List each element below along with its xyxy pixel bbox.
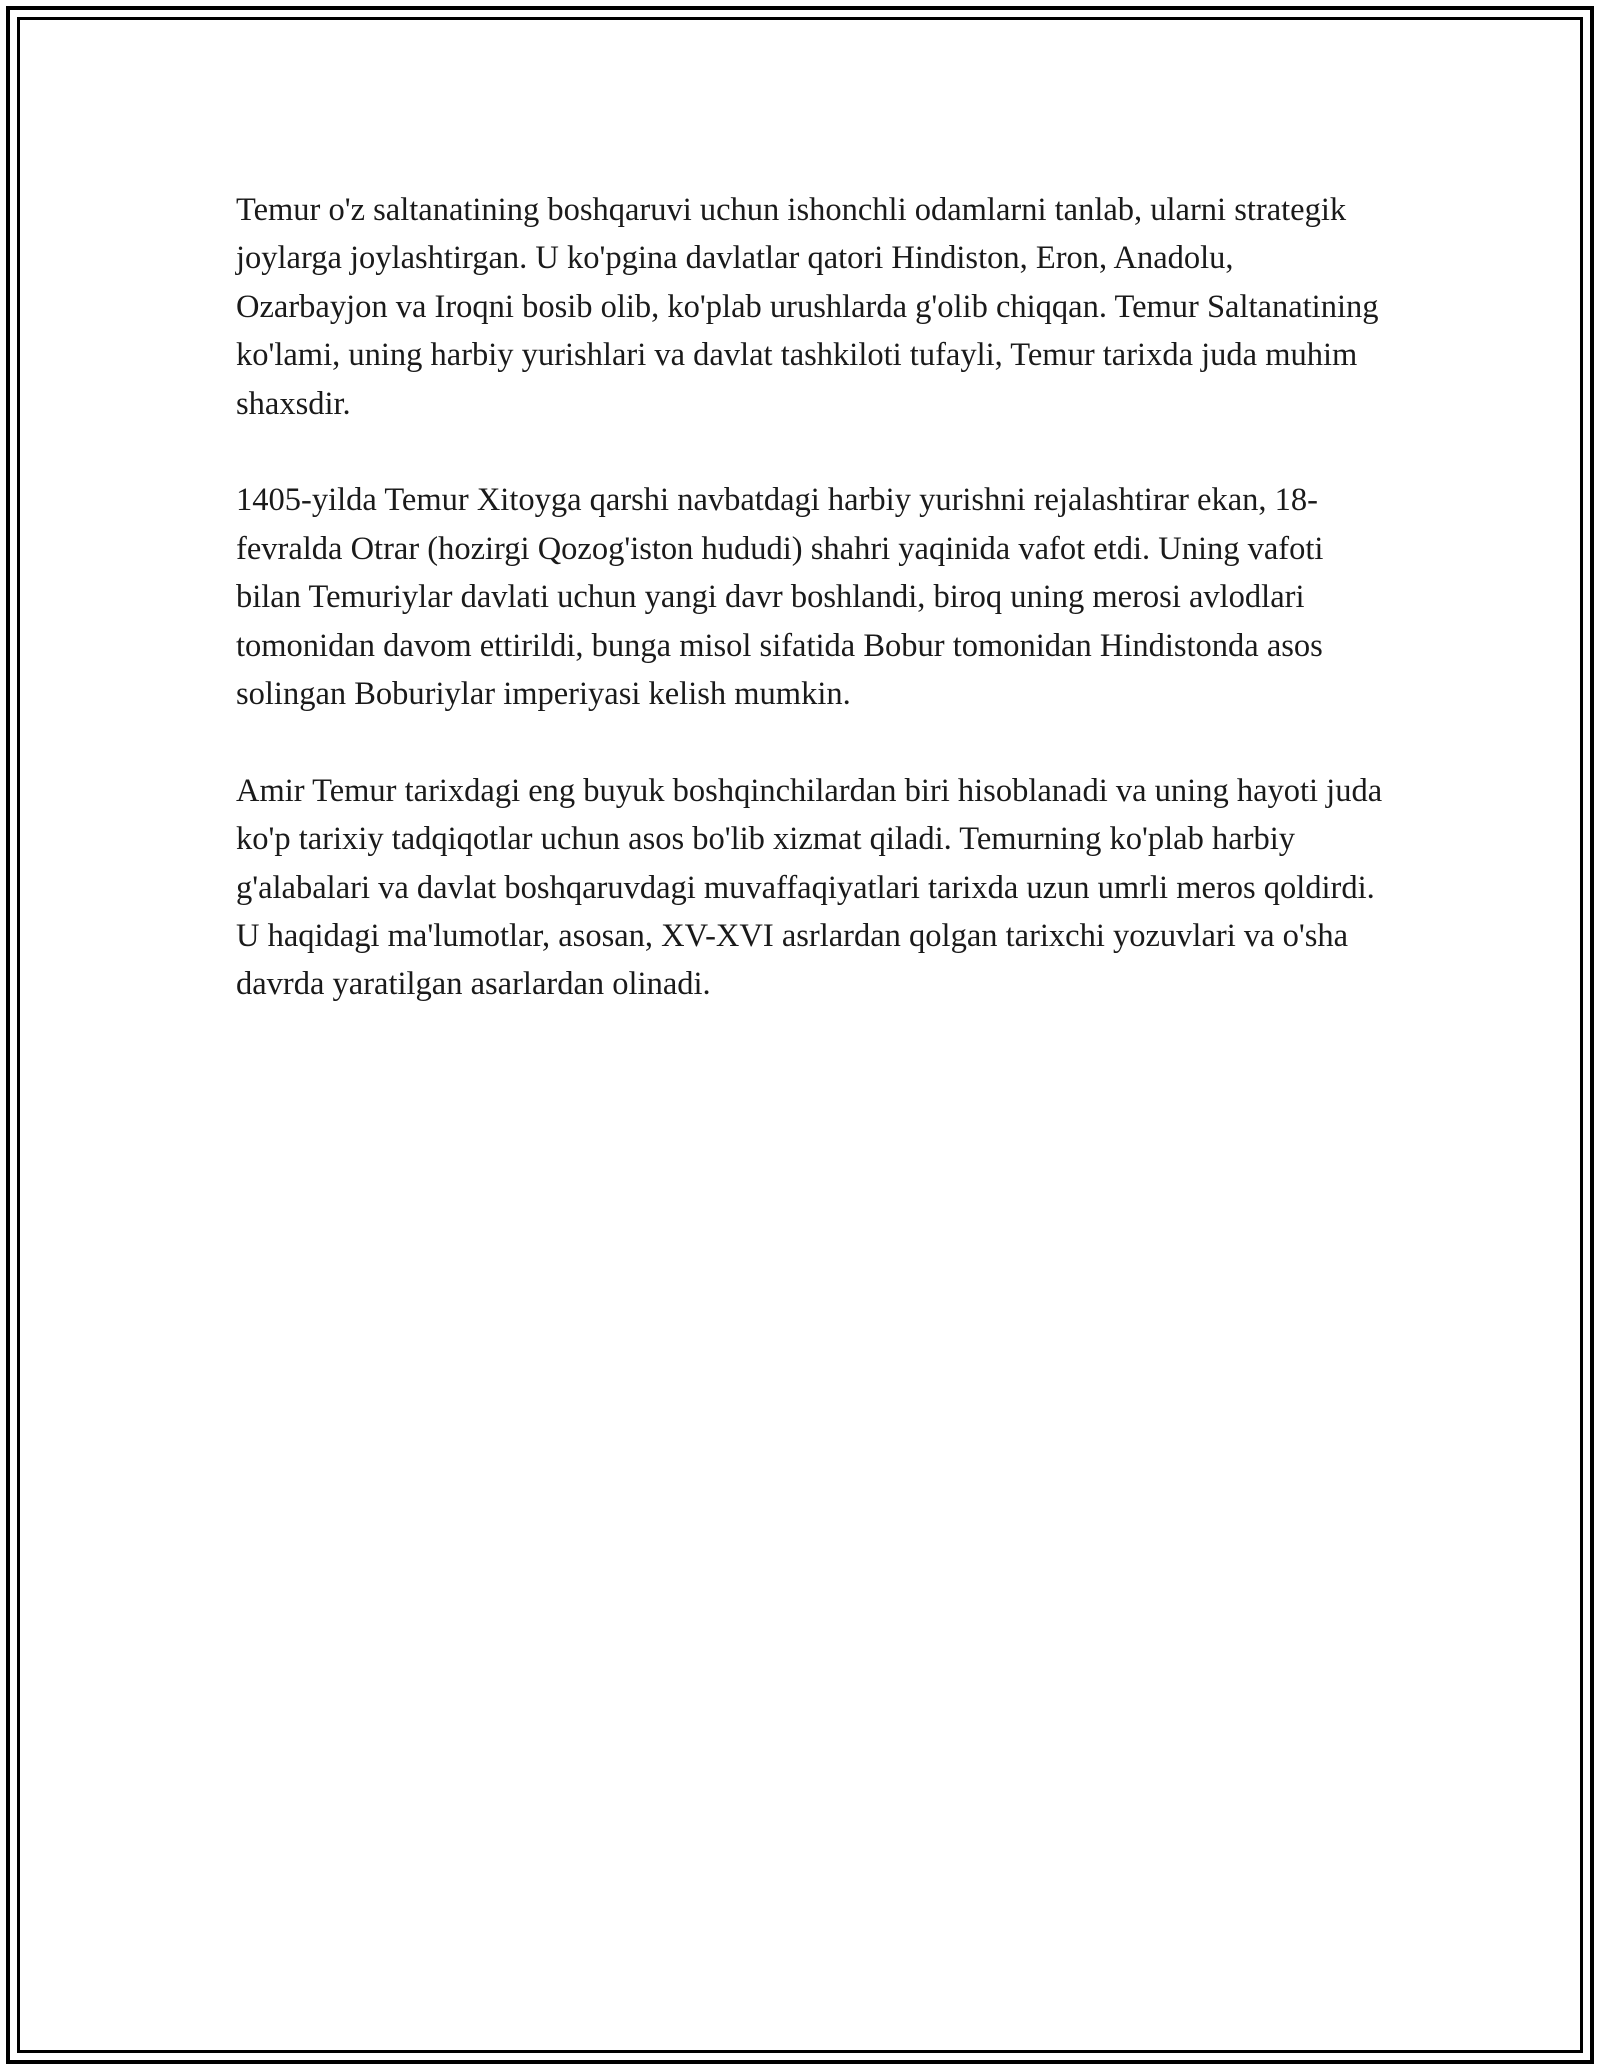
paragraph-1: Temur o'z saltanatining boshqaruvi uchun ishonchli odamlarni tanlab, ularni strategik joylarga joylashtirgan. U ko'pgina davlatlar qatori Hindiston, Eron, Anadolu, Ozarbayjon va Iroqni bosib olib, ko'plab urushlarda g'olib chiqqan. Temur Saltanatining ko'lami, uning harbiy yurishlari va davlat tashkiloti tufayli, Temur tarixda juda muhim shaxsdir. — [236, 192, 1379, 422]
paragraph-3: Amir Temur tarixdagi eng buyuk boshqinchilardan biri hisoblanadi va uning hayoti juda ko'p tarixiy tadqiqotlar uchun asos bo'lib xizmat qiladi. Temurning ko'plab harbiy g'alabalari va davlat boshqaruvdagi muvaffaqiyatlari tarixda uzun umrli meros qoldirdi. U haqidagi ma'lumotlar, asosan, XV-XVI asrlardan qolgan tarixchi yozuvlari va o'sha davrda yaratilgan asarlardan olinadi. — [236, 772, 1383, 1003]
paragraph-2: 1405-yilda Temur Xitoyga qarshi navbatdagi harbiy yurishni rejalashtirar ekan, 18-fevralda Otrar (hozirgi Qozog'iston hududi) shahri yaqinida vafot etdi. Uning vafoti bilan Temuriylar davlati uchun yangi davr boshlandi, biroq uning merosi avlodlari tomonidan davom ettirildi, bunga misol sifatida Bobur tomonidan Hindistonda asos solingan Boburiylar imperiyasi kelish mumkin. — [236, 482, 1324, 713]
document-body — [236, 186, 1386, 1057]
